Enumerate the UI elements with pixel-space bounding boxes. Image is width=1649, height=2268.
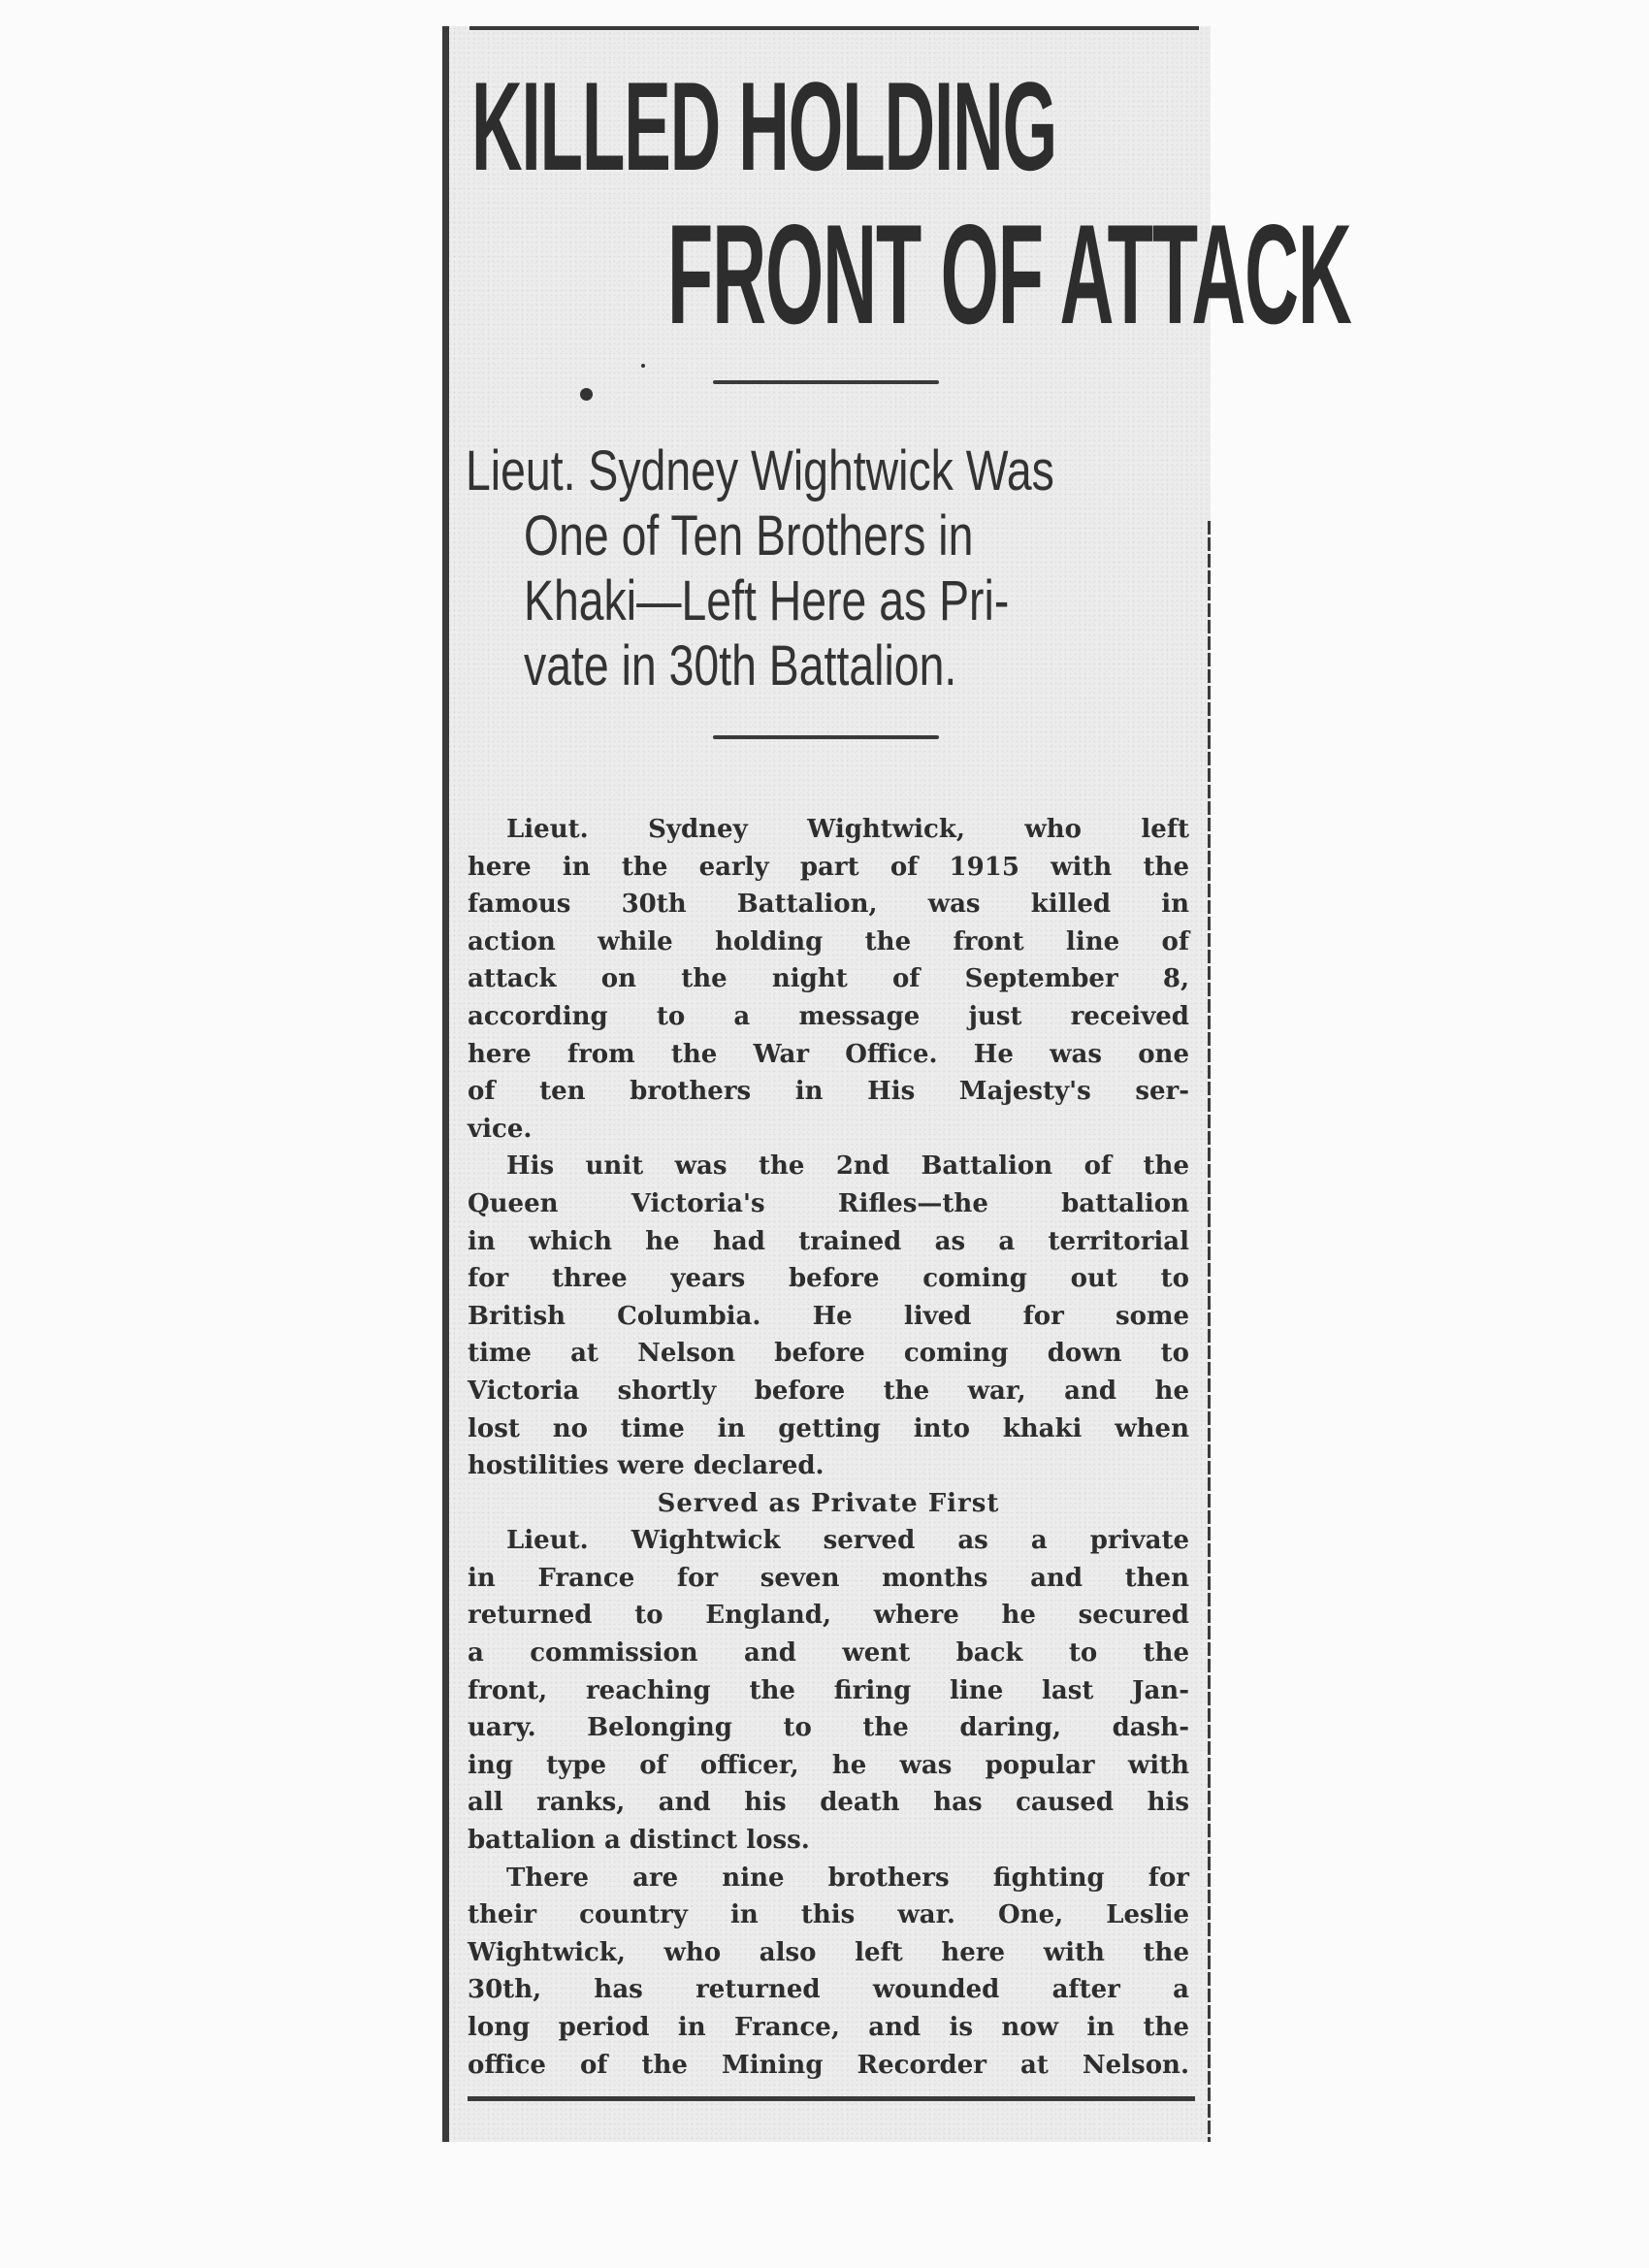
body-line: vice.	[468, 1114, 533, 1144]
deck-line: vate in 30th Battalion.	[524, 634, 957, 697]
body-line: front, reaching the firing line last Jan-	[468, 1675, 1189, 1705]
body-line: Queen Victoria's Rifles—the battalion	[468, 1188, 1189, 1218]
body-line: here in the early part of 1915 with the	[468, 852, 1189, 882]
deck-divider-rule	[713, 735, 939, 739]
body-line: Lieut. Sydney Wightwick, who left	[506, 815, 1189, 844]
body-line: in France for seven months and then	[468, 1563, 1189, 1593]
bottom-rule	[468, 2096, 1195, 2101]
column-rule-left	[442, 26, 449, 2142]
body-line: all ranks, and his death has caused his	[468, 1788, 1189, 1818]
column-rule-right	[1208, 521, 1211, 2142]
body-line: attack on the night of September 8,	[468, 964, 1189, 994]
headline-line-1: KILLED HOLDING	[471, 55, 1057, 197]
body-line: ing type of officer, he was popular with	[468, 1750, 1189, 1780]
sub-headline-deck	[466, 438, 1193, 698]
body-line: in which he had trained as a territorial	[468, 1226, 1189, 1256]
body-line: of ten brothers in His Majesty's ser-	[468, 1077, 1189, 1107]
body-line: hostilities were declared.	[468, 1451, 824, 1481]
body-line: His unit was the 2nd Battalion of the	[506, 1151, 1189, 1182]
body-line: battalion a distinct loss.	[468, 1826, 810, 1856]
body-line: according to a message just received	[468, 1001, 1189, 1031]
body-line: a commission and went back to the	[468, 1638, 1189, 1669]
deck-line: Lieut. Sydney Wightwick Was	[466, 439, 1054, 502]
body-line: British Columbia. He lived for some	[468, 1301, 1189, 1331]
deck-line: One of Ten Brothers in	[524, 504, 974, 567]
body-line: There are nine brothers fighting for	[506, 1863, 1189, 1893]
headline-divider-rule	[713, 380, 939, 384]
body-line: here from the War Office. He was one	[468, 1039, 1189, 1069]
article-body	[468, 811, 1189, 2084]
newspaper-clipping	[442, 26, 1351, 2142]
body-line: Wightwick, who also left here with the	[468, 1937, 1189, 1967]
body-line: office of the Mining Recorder at Nelson.	[468, 2050, 1189, 2080]
headline-line-2: FRONT OF ATTACK	[667, 195, 1351, 353]
ink-speck	[580, 388, 593, 401]
body-line: Lieut. Wightwick served as a private	[506, 1526, 1189, 1556]
body-line: famous 30th Battalion, was killed in	[468, 890, 1189, 920]
body-line: returned to England, where he secured	[468, 1601, 1189, 1631]
body-line: long period in France, and is now in the	[468, 2013, 1189, 2042]
body-line: their country in this war. One, Leslie	[468, 1900, 1189, 1930]
body-line: Victoria shortly before the war, and he	[468, 1376, 1189, 1406]
body-line: action while holding the front line of	[468, 926, 1189, 956]
body-line: for three years before coming out to	[468, 1264, 1189, 1294]
top-rule	[469, 26, 1199, 30]
body-line: uary. Belonging to the daring, dash-	[468, 1713, 1189, 1743]
ink-speck	[641, 364, 645, 368]
body-line: 30th, has returned wounded after a	[468, 1975, 1189, 2005]
section-subhead: Served as Private First	[657, 1488, 1000, 1518]
deck-line: Khaki—Left Here as Pri-	[524, 569, 1010, 632]
body-line: lost no time in getting into khaki when	[468, 1413, 1189, 1443]
body-line: time at Nelson before coming down to	[468, 1339, 1189, 1369]
